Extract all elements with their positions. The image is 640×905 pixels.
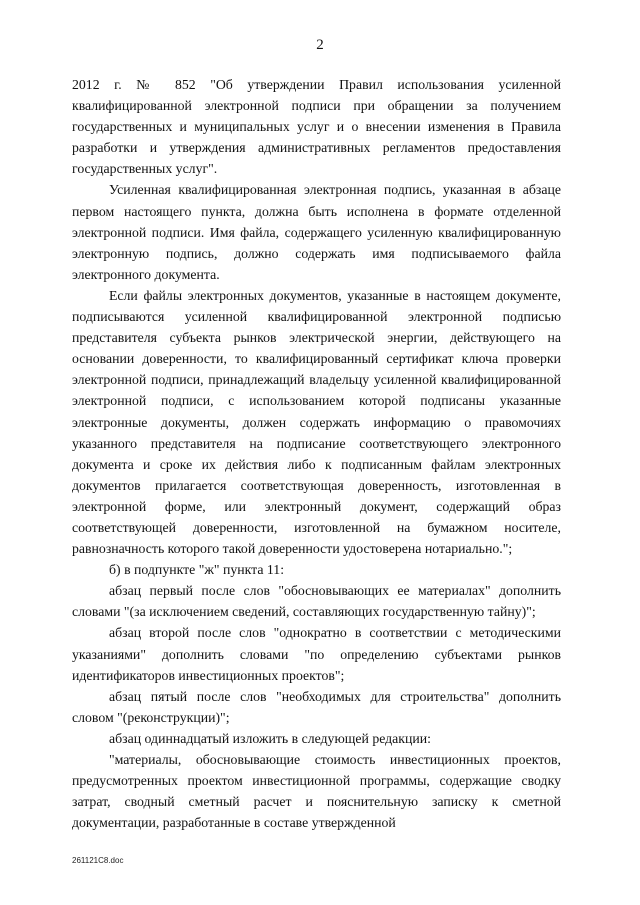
page-number: 2: [316, 37, 324, 53]
paragraph-representative-signature: Если файлы электронных документов, указанные в настоящем документе, подписываются усиленной квалифицированной электронной подписью представителя субъекта рынков электрической энергии, действующего на основании доверенности, то квалифицированный сертификат ключа проверки электронной подписи, принадлежащий владельцу усиленной квалифицированной электронной подписи, с использованием которой подписаны указанные электронные документы, должен содержать информацию о правомочиях указанного представителя на подписание соответствующего электронного документа и сроке их действия либо к подписанным файлам электронных документов прилагается соответствующая доверенность, изготовленная в электронной форме, или электронный документ, содержащий образ соответствующей доверенности, изготовленной на бумажном носителе, равнозначность которого такой доверенности удостоверена нотариально.";: [72, 287, 561, 557]
paragraph-eleventh-abzac: абзац одиннадцатый изложить в следующей редакции:: [109, 730, 431, 746]
paragraph-second-abzac: абзац второй после слов "однократно в соответствии с методическими указаниями" дополнить словами "по определению субъектами рынков идентификаторов инвестиционных проектов";: [72, 625, 561, 683]
paragraph-new-wording: "материалы, обосновывающие стоимость инвестиционных проектов, предусмотренных проектом инвестиционной программы, содержащие сводку затрат, сводный сметный расчет и пояснительную записку к сметной документации, разработанные в составе утвержденной: [72, 752, 561, 831]
paragraph-first-abzac: абзац первый после слов "обосновывающих ее материалах" дополнить словами "(за исключением сведений, составляющих государственную тайну)";: [72, 583, 561, 620]
paragraph-subitem-b: б) в подпункте "ж" пункта 11:: [109, 562, 285, 578]
footer-file-reference: 261121C8.doc: [72, 856, 124, 865]
paragraph-continuation: 2012 г. № 852 "Об утверждении Правил использования усиленной квалифицированной электронной подписи при обращении за получением государственных и муниципальных услуг и о внесении изменения в Правила разработки и утверждения административных регламентов предоставления государственных услуг".: [72, 77, 561, 177]
paragraph-fifth-abzac: абзац пятый после слов "необходимых для строительства" дополнить словом "(реконструкции)";: [72, 688, 561, 725]
document-body: [72, 74, 561, 833]
paragraph-signature-format: Усиленная квалифицированная электронная подпись, указанная в абзаце первом настоящего пункта, должна быть исполнена в формате отделенной электронной подписи. Имя файла, содержащего усиленную квалифицированную электронную подпись, должно содержать имя подписываемого файла электронного документа.: [72, 182, 561, 282]
